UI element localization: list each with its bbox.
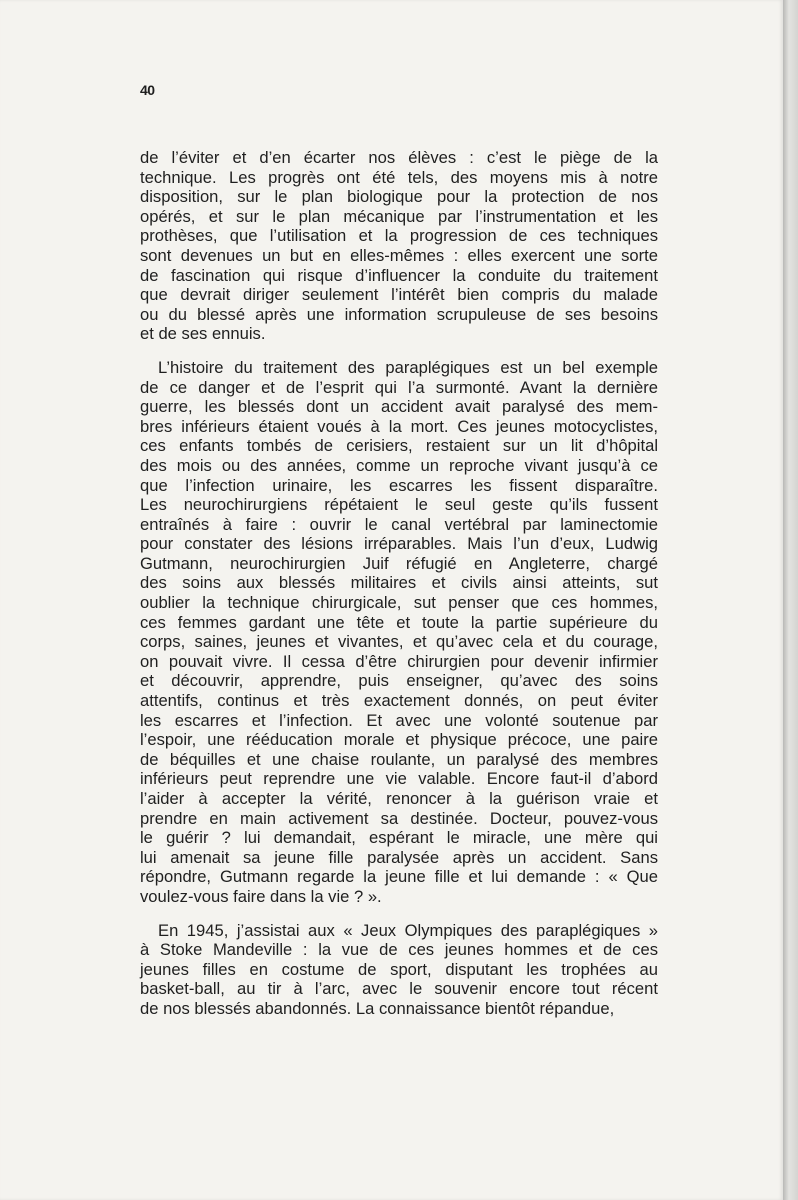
text-line: Gutmann, neurochirurgien Juif réfugié en Angleterre, chargé [140,553,658,573]
text-line: l’espoir, une rééducation morale et physique précoce, une paire [140,730,658,750]
text-line: de ce danger et de l’esprit qui l’a surmonté. Avant la dernière [140,377,658,397]
text-line: entraînés à faire : ouvrir le canal vertébral par laminectomie [140,514,658,534]
text-line: ces enfants tombés de cerisiers, restaient sur un lit d’hôpital [140,436,658,456]
text-line: les escarres et l’infection. Et avec une volonté soutenue par [140,710,658,730]
text-line: technique. Les progrès ont été tels, des moyens mis à notre [140,167,658,187]
text-line: à Stoke Mandeville : la vue de ces jeunes hommes et de ces [140,940,658,960]
text-line: des mois ou des années, comme un reproche vivant jusqu’à ce [140,455,658,475]
text-line: de l’éviter et d’en écarter nos élèves : c’est le piège de la [140,148,658,167]
text-line: oublier la technique chirurgicale, sut penser que ces hommes, [140,593,658,613]
text-line: L’histoire du traitement des paraplégiques est un bel exemple [158,357,658,377]
text-line: En 1945, j’assistai aux « Jeux Olympiques des paraplégiques » [158,920,658,940]
text-line: des soins aux blessés militaires et civils ainsi atteints, sut [140,573,658,593]
text-line: lui amenait sa jeune fille paralysée après un accident. Sans [140,847,658,867]
text-line: pour constater des lésions irréparables. Mais l’un d’eux, Ludwig [140,534,658,554]
body-text [140,148,658,1033]
text-line: sont devenues un but en elles-mêmes : elles exercent une sorte [140,245,658,265]
text-line: prendre en main activement sa destinée. Docteur, pouvez-vous [140,808,658,828]
text-line: on pouvait vivre. Il cessa d’être chirurgien pour devenir infirmier [140,651,658,671]
paragraph [140,358,658,907]
text-line: Les neurochirurgiens répétaient le seul geste qu’ils fussent [140,495,658,515]
text-line: bres inférieurs étaient voués à la mort. Ces jeunes motocyclistes, [140,416,658,436]
text-line: et de ses ennuis. [140,324,266,344]
text-line: voulez-vous faire dans la vie ? ». [140,886,382,906]
paragraph [140,921,658,1019]
text-line: disposition, sur le plan biologique pour la protection de nos [140,187,658,207]
text-line: que l’infection urinaire, les escarres les fissent disparaître. [140,475,658,495]
text-line: que devrait diriger seulement l’intérêt bien compris du malade [140,285,658,305]
text-line: ces femmes gardant une tête et toute la partie supérieure du [140,612,658,632]
text-line: guerre, les blessés dont un accident avait paralysé des mem- [140,397,658,417]
text-line: opérés, et sur le plan mécanique par l’instrumentation et les [140,206,658,226]
text-line: basket-ball, au tir à l’arc, avec le souvenir encore tout récent [140,979,658,999]
paragraph [140,148,658,344]
text-line: ou du blessé après une information scrupuleuse de ses besoins [140,304,658,324]
text-line: prothèses, que l’utilisation et la progression de ces techniques [140,226,658,246]
text-line: corps, saines, jeunes et vivantes, et qu’avec cela et du courage, [140,632,658,652]
page-edge [783,0,798,1200]
text-line: inférieurs peut reprendre une vie valable. Encore faut-il d’abord [140,769,658,789]
text-line: répondre, Gutmann regarde la jeune fille et lui demande : « Que [140,867,658,887]
text-line: jeunes filles en costume de sport, disputant les trophées au [140,959,658,979]
text-line: l’aider à accepter la vérité, renoncer à la guérison vraie et [140,789,658,808]
text-line: de fascination qui risque d’influencer la conduite du traitement [140,265,658,285]
text-line: le guérir ? lui demandait, espérant le miracle, une mère qui [140,828,658,848]
text-line: attentifs, continus et très exactement donnés, on peut éviter [140,691,658,711]
text-line: de nos blessés abandonnés. La connaissance bientôt répandue, [140,998,615,1018]
text-line: et découvrir, apprendre, puis enseigner, qu’avec des soins [140,671,658,691]
page-number: 40 [140,82,155,98]
text-line: de béquilles et une chaise roulante, un paralysé des membres [140,749,658,769]
